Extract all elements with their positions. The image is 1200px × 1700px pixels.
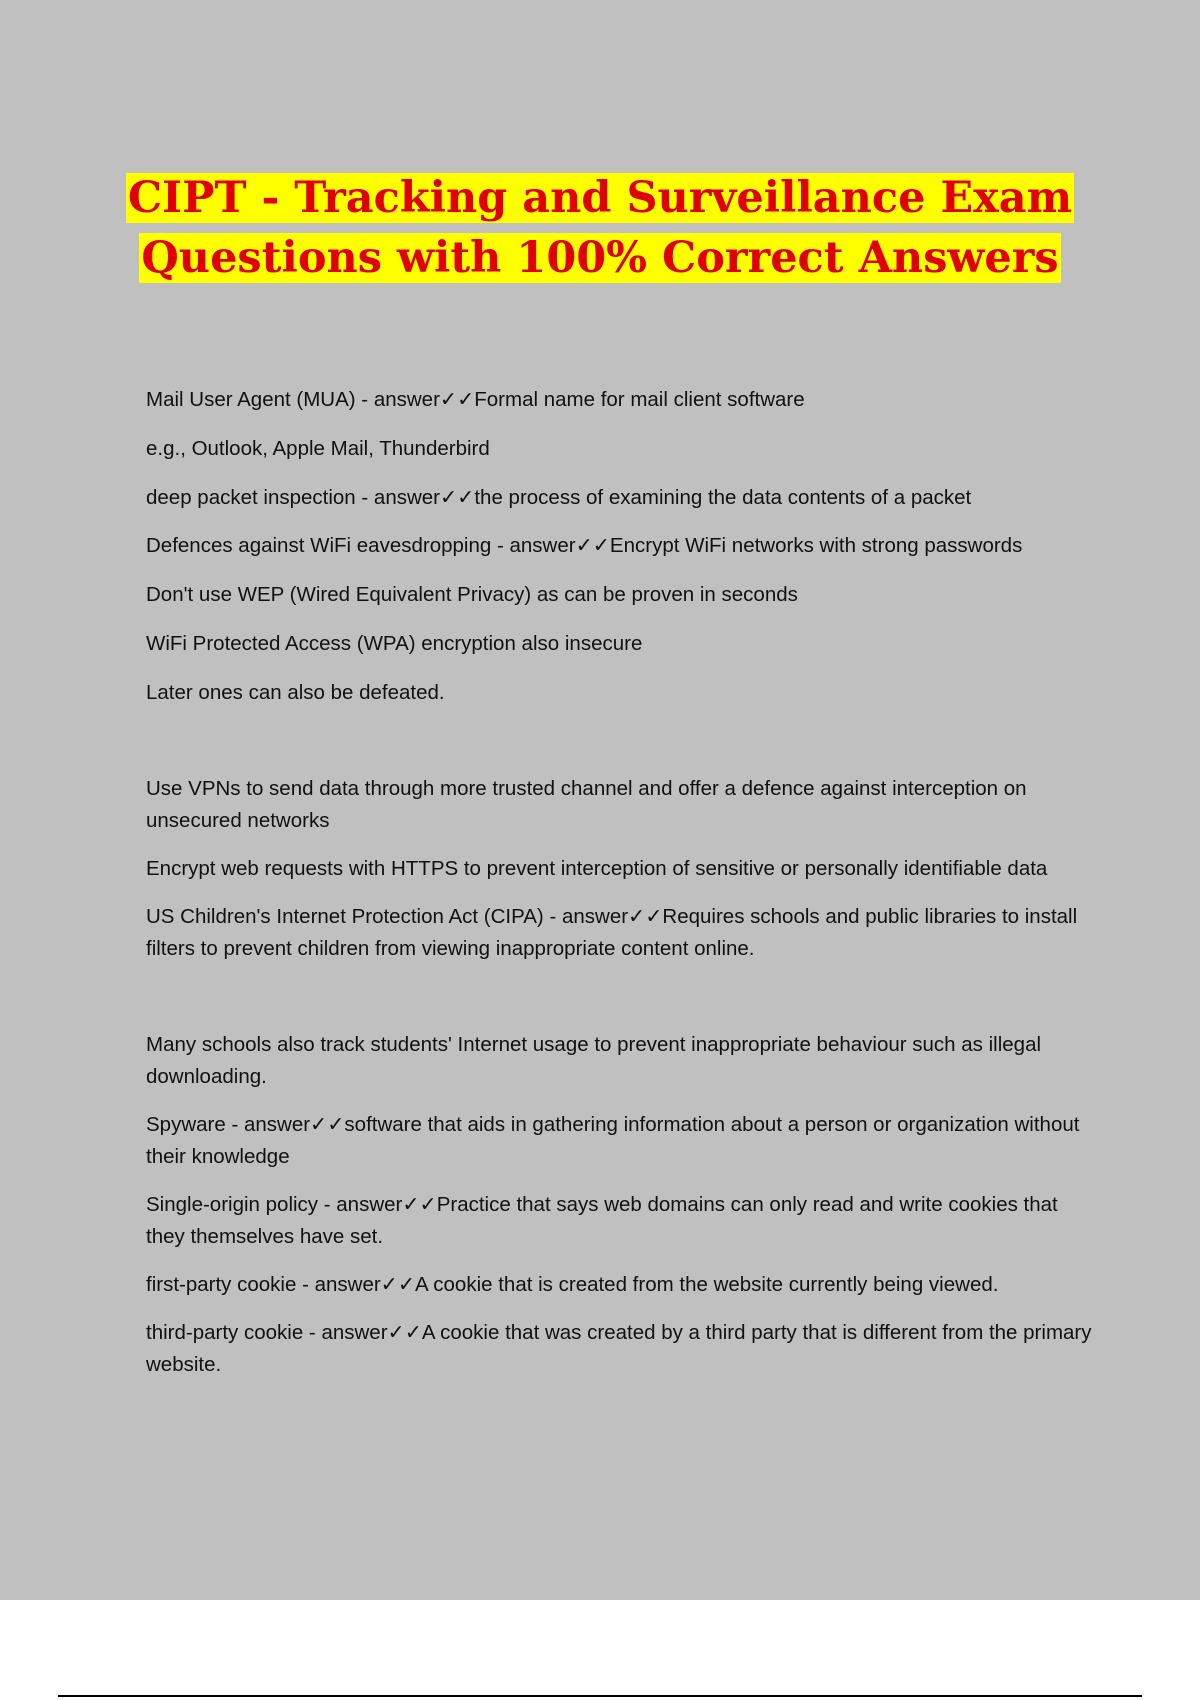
document-title <box>0 168 1200 288</box>
title-line-2: Questions with 100% Correct Answers <box>141 233 1059 283</box>
paragraph: first-party cookie - answer✓✓A cookie that is created from the website currently being viewed. <box>146 1273 999 1296</box>
paragraph-spacer <box>146 725 1096 773</box>
title-line-1: CIPT - Tracking and Surveillance Exam <box>127 173 1073 223</box>
paragraph-spacer <box>146 981 1096 1029</box>
paragraph: e.g., Outlook, Apple Mail, Thunderbird <box>146 437 490 460</box>
paragraph: deep packet inspection - answer✓✓the process of examining the data contents of a packet <box>146 486 972 509</box>
paragraph: Single-origin policy - answer✓✓Practice that says web domains can only read and write cookies that they themselves have set. <box>146 1193 1058 1248</box>
paragraph: Later ones can also be defeated. <box>146 681 445 704</box>
paragraph: Spyware - answer✓✓software that aids in gathering information about a person or organization without their knowledge <box>146 1113 1080 1168</box>
paragraph: Use VPNs to send data through more trusted channel and offer a defence against interception on unsecured networks <box>146 777 1027 832</box>
paragraph: WiFi Protected Access (WPA) encryption also insecure <box>146 632 643 655</box>
paragraph: Mail User Agent (MUA) - answer✓✓Formal name for mail client software <box>146 388 805 411</box>
footer-divider <box>58 1695 1142 1697</box>
paragraph: Encrypt web requests with HTTPS to prevent interception of sensitive or personally identifiable data <box>146 857 1048 880</box>
paragraph: third-party cookie - answer✓✓A cookie that was created by a third party that is different from the primary website. <box>146 1321 1092 1376</box>
paragraph: US Children's Internet Protection Act (CIPA) - answer✓✓Requires schools and public libraries to install filters to prevent children from viewing inappropriate content online. <box>146 905 1078 960</box>
paragraph: Many schools also track students' Internet usage to prevent inappropriate behaviour such as illegal downloading. <box>146 1033 1042 1088</box>
paragraph: Defences against WiFi eavesdropping - answer✓✓Encrypt WiFi networks with strong passwords <box>146 534 1023 557</box>
paragraph: Don't use WEP (Wired Equivalent Privacy) as can be proven in seconds <box>146 583 798 606</box>
document-body <box>146 384 1096 1397</box>
